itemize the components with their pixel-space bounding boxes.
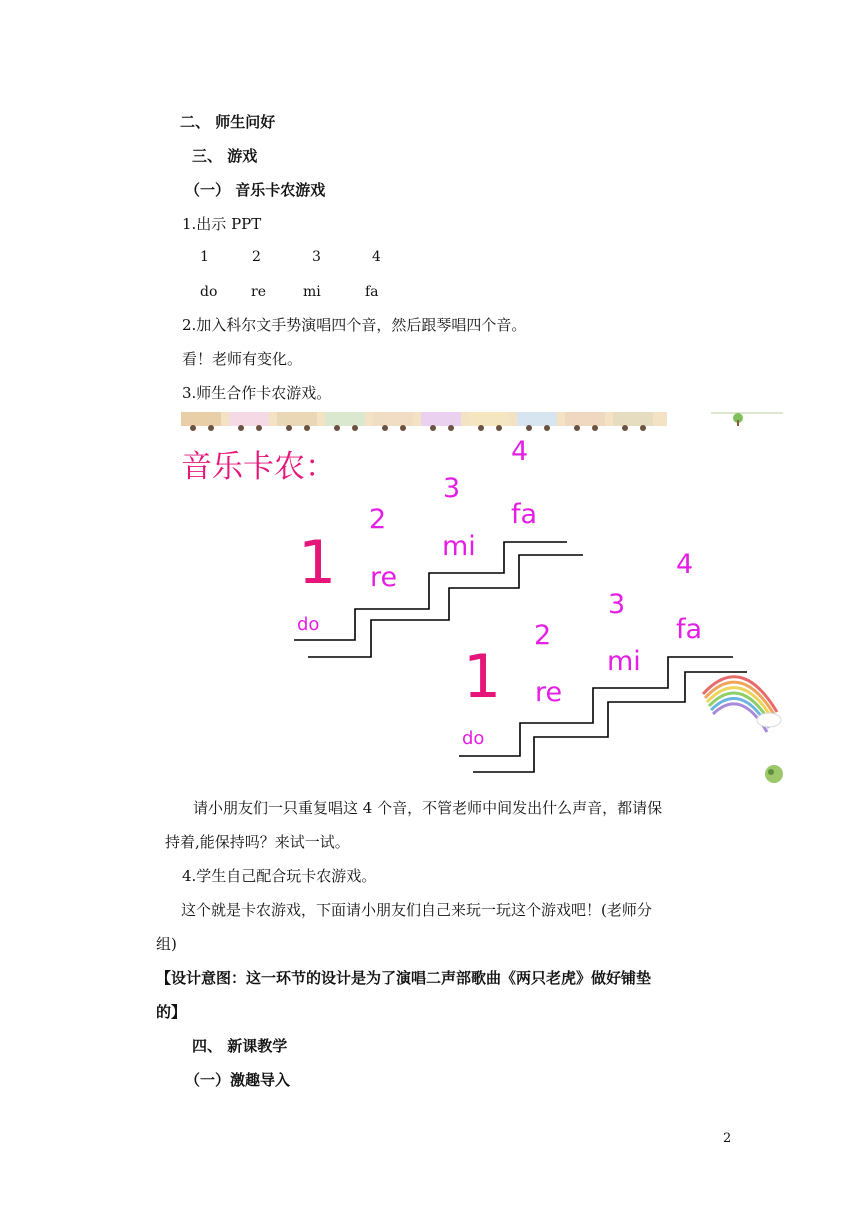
- paragraph-game-line1: 这个就是卡农游戏，下面请小朋友们自己来玩一玩这个游戏吧！(老师分: [181, 901, 652, 919]
- stair1-number-1: 1: [298, 528, 337, 598]
- canon-slide-figure: [181, 412, 783, 788]
- look-line: 看！老师有变化。: [182, 350, 303, 368]
- step-4: 4.学生自己配合玩卡农游戏。: [182, 867, 377, 885]
- section-heading-greeting: 二、 师生问好: [180, 113, 276, 131]
- design-intent-line2: 的】: [156, 1003, 187, 1021]
- note-syllable-mi: mi: [303, 284, 321, 300]
- stair2-number-3: 3: [608, 589, 626, 620]
- note-syllable-re: re: [251, 284, 266, 300]
- stair1-syllable-mi: mi: [442, 531, 476, 562]
- note-number-1: 1: [200, 249, 209, 265]
- stair2-number-1: 1: [463, 642, 502, 712]
- subsection-heading-intro: （一）激趣导入: [185, 1071, 291, 1089]
- stair2-syllable-fa: fa: [676, 614, 703, 645]
- note-number-4: 4: [372, 249, 381, 265]
- stair2-syllable-re: re: [535, 677, 563, 708]
- canon-slide-svg: [181, 412, 783, 788]
- stair1-syllable-re: re: [370, 562, 398, 593]
- stair1-number-2: 2: [369, 504, 387, 535]
- slide-title: 音乐卡农：: [181, 449, 336, 485]
- staircase-2: [459, 657, 747, 772]
- page-number: 2: [723, 1131, 732, 1146]
- cloud-icon: [757, 713, 781, 727]
- paragraph-instruction-line2: 持着,能保持吗？来试一试。: [165, 833, 350, 851]
- step-2: 2.加入科尔文手势演唱四个音，然后跟琴唱四个音。: [182, 316, 527, 334]
- bush-icon: [765, 765, 783, 783]
- section-heading-game: 三、 游戏: [192, 147, 258, 165]
- step-1: 1.出示 PPT: [182, 215, 262, 233]
- note-number-2: 2: [252, 249, 261, 265]
- stair1-syllable-do: do: [297, 614, 320, 635]
- paragraph-game-line2: 组): [156, 935, 177, 953]
- stair2-number-2: 2: [534, 620, 552, 651]
- stair2-syllable-do: do: [462, 728, 485, 749]
- stair1-number-4: 4: [511, 436, 529, 467]
- step-3: 3.师生合作卡农游戏。: [182, 384, 332, 402]
- stair1-number-3: 3: [443, 473, 461, 504]
- note-syllable-fa: fa: [365, 284, 379, 300]
- subsection-heading-canon-game: （一） 音乐卡农游戏: [185, 181, 326, 199]
- note-syllable-do: do: [200, 284, 218, 300]
- paragraph-instruction-line1: 请小朋友们一只重复唱这 4 个音，不管老师中间发出什么声音，都请保: [193, 799, 663, 817]
- decorative-train-border: [181, 412, 783, 431]
- stair2-number-4: 4: [676, 549, 694, 580]
- stair2-syllable-mi: mi: [607, 646, 641, 677]
- section-heading-new-lesson: 四、 新课教学: [192, 1037, 288, 1055]
- note-number-3: 3: [312, 249, 321, 265]
- stair1-syllable-fa: fa: [511, 499, 538, 530]
- design-intent-line1: 【设计意图：这一环节的设计是为了演唱二声部歌曲《两只老虎》做好铺垫: [156, 969, 652, 987]
